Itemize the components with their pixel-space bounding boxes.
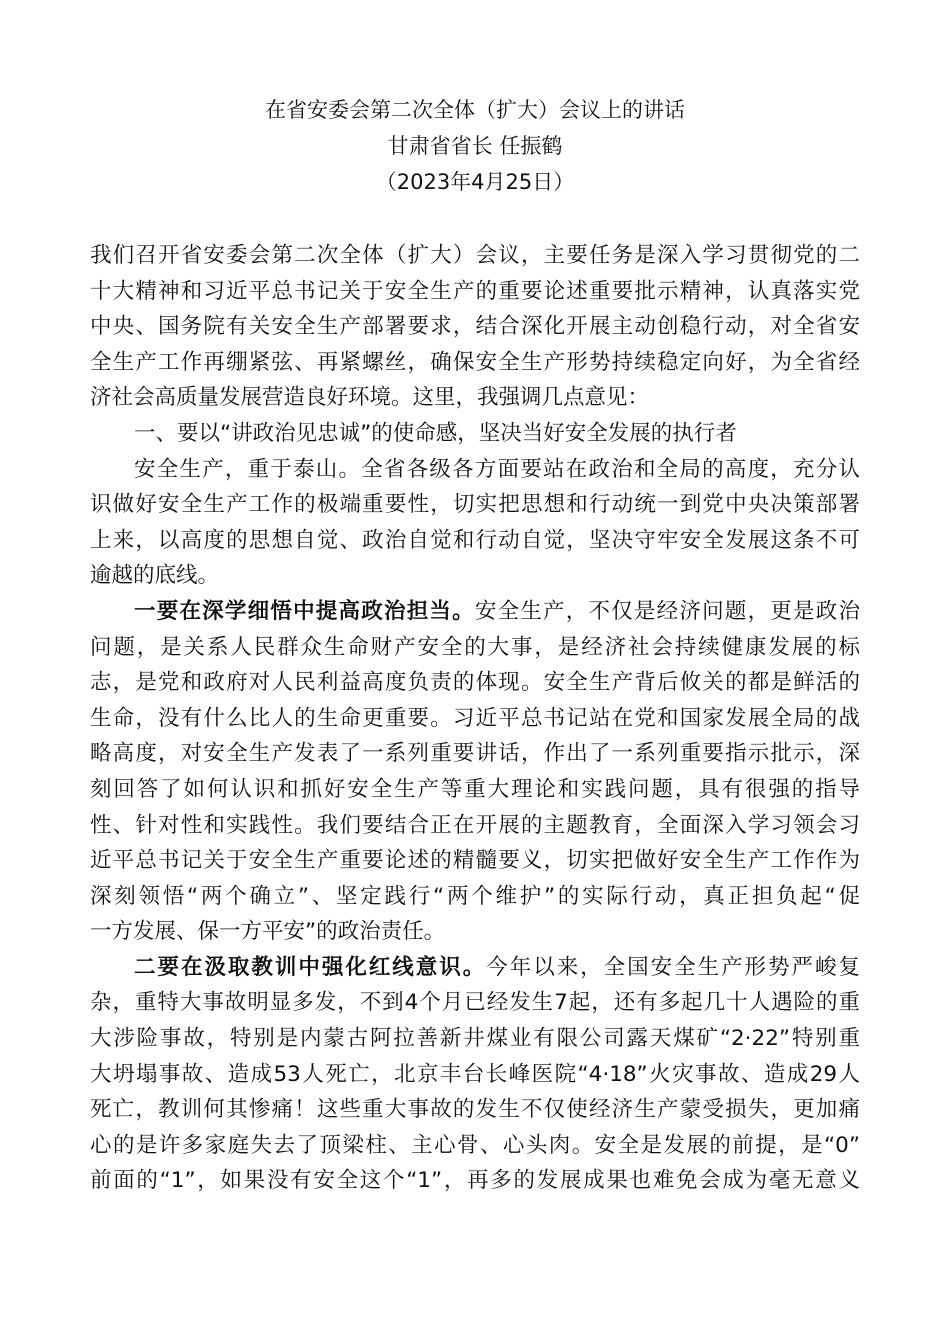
text-line: 大涉险事故，特别是内蒙古阿拉善新井煤业有限公司露天煤矿“2·22”特别重 bbox=[90, 1026, 860, 1052]
text-line: 死亡，教训何其惨痛！这些重大事故的发生不仅使经济生产蒙受损失，更加痛 bbox=[90, 1097, 860, 1123]
text-line: 一要在深学细悟中提高政治担当。安全生产，不仅是经济问题，更是政治 bbox=[134, 598, 860, 624]
speech-title: 在省安委会第二次全体（扩大）会议上的讲话 bbox=[265, 98, 685, 122]
text-line: 安全生产，重于泰山。全省各级各方面要站在政治和全局的高度，充分认 bbox=[134, 456, 860, 482]
paragraph-political bbox=[90, 594, 860, 950]
text-line: 心的是许多家庭失去了顶梁柱、主心骨、心头肉。安全是发展的前提，是“0” bbox=[90, 1132, 860, 1158]
text-line: 二要在汲取教训中强化红线意识。今年以来，全国安全生产形势严峻复 bbox=[134, 954, 860, 980]
bold-lead: 一要在深学细悟中提高政治担当。 bbox=[134, 598, 475, 624]
document-header bbox=[0, 92, 950, 200]
text-line: 全生产工作再绷紧弦、再紧螺丝，确保安全生产形势持续稳定向好，为全省经 bbox=[90, 349, 860, 375]
text-line: 杂，重特大事故明显多发，不到4个月已经发生7起，还有多起几十人遇险的重 bbox=[90, 990, 860, 1016]
text-line: 前面的“1”，如果没有安全这个“1”，再多的发展成果也难免会成为毫无意义 bbox=[90, 1168, 860, 1194]
speaker-line: 甘肃省省长 任振鹤 bbox=[387, 134, 563, 158]
text-line: 生命，没有什么比人的生命更重要。习近平总书记站在党和国家发展全局的战 bbox=[90, 705, 860, 731]
speech-date: （2023年4月25日） bbox=[375, 170, 575, 194]
text-line: 刻回答了如何认识和抓好安全生产等重大理论和实践问题，具有很强的指导 bbox=[90, 776, 860, 802]
text-line: 逾越的底线。 bbox=[90, 563, 220, 589]
text-line: 志，是党和政府对人民利益高度负责的体现。安全生产背后攸关的都是鲜活的 bbox=[90, 670, 860, 696]
text-line: 济社会高质量发展营造良好环境。这里，我强调几点意见： bbox=[90, 385, 650, 411]
paragraph-redline bbox=[90, 950, 860, 1199]
paragraph-safety bbox=[90, 452, 860, 594]
text-line: 中央、国务院有关安全生产部署要求，结合深化开展主动创稳行动，对全省安 bbox=[90, 314, 860, 340]
section-heading: 一、要以“讲政治见忠诚”的使命感，坚决当好安全发展的执行者 bbox=[134, 420, 737, 446]
text-line: 性、针对性和实践性。我们要结合正在开展的主题教育，全面深入学习领会习 bbox=[90, 812, 860, 838]
text-line: 上来，以高度的思想自觉、政治自觉和行动自觉，坚决守牢安全发展这条不可 bbox=[90, 527, 860, 553]
paragraph-intro bbox=[90, 238, 860, 416]
text-line: 我们召开省安委会第二次全体（扩大）会议，主要任务是深入学习贯彻党的二 bbox=[90, 243, 860, 268]
document-body bbox=[90, 238, 860, 1199]
text-line: 问题，是关系人民群众生命财产安全的大事，是经济社会持续健康发展的标 bbox=[90, 634, 860, 660]
text-line: 深刻领悟“两个确立”、坚定践行“两个维护”的实际行动，真正担负起“促 bbox=[90, 883, 860, 909]
text-line: 识做好安全生产工作的极端重要性，切实把思想和行动统一到党中央决策部署 bbox=[90, 492, 860, 518]
text-line: 十大精神和习近平总书记关于安全生产的重要论述重要批示精神，认真落实党 bbox=[90, 278, 860, 304]
bold-lead: 二要在汲取教训中强化红线意识。 bbox=[134, 954, 487, 980]
text-line: 近平总书记关于安全生产重要论述的精髓要义，切实把做好安全生产工作作为 bbox=[90, 848, 860, 874]
text-line: 大坍塌事故、造成53人死亡，北京丰台长峰医院“4·18”火灾事故、造成29人 bbox=[90, 1061, 860, 1087]
text-line: 一方发展、保一方平安”的政治责任。 bbox=[90, 919, 446, 945]
text-line: 略高度，对安全生产发表了一系列重要讲话，作出了一系列重要指示批示，深 bbox=[90, 741, 860, 767]
